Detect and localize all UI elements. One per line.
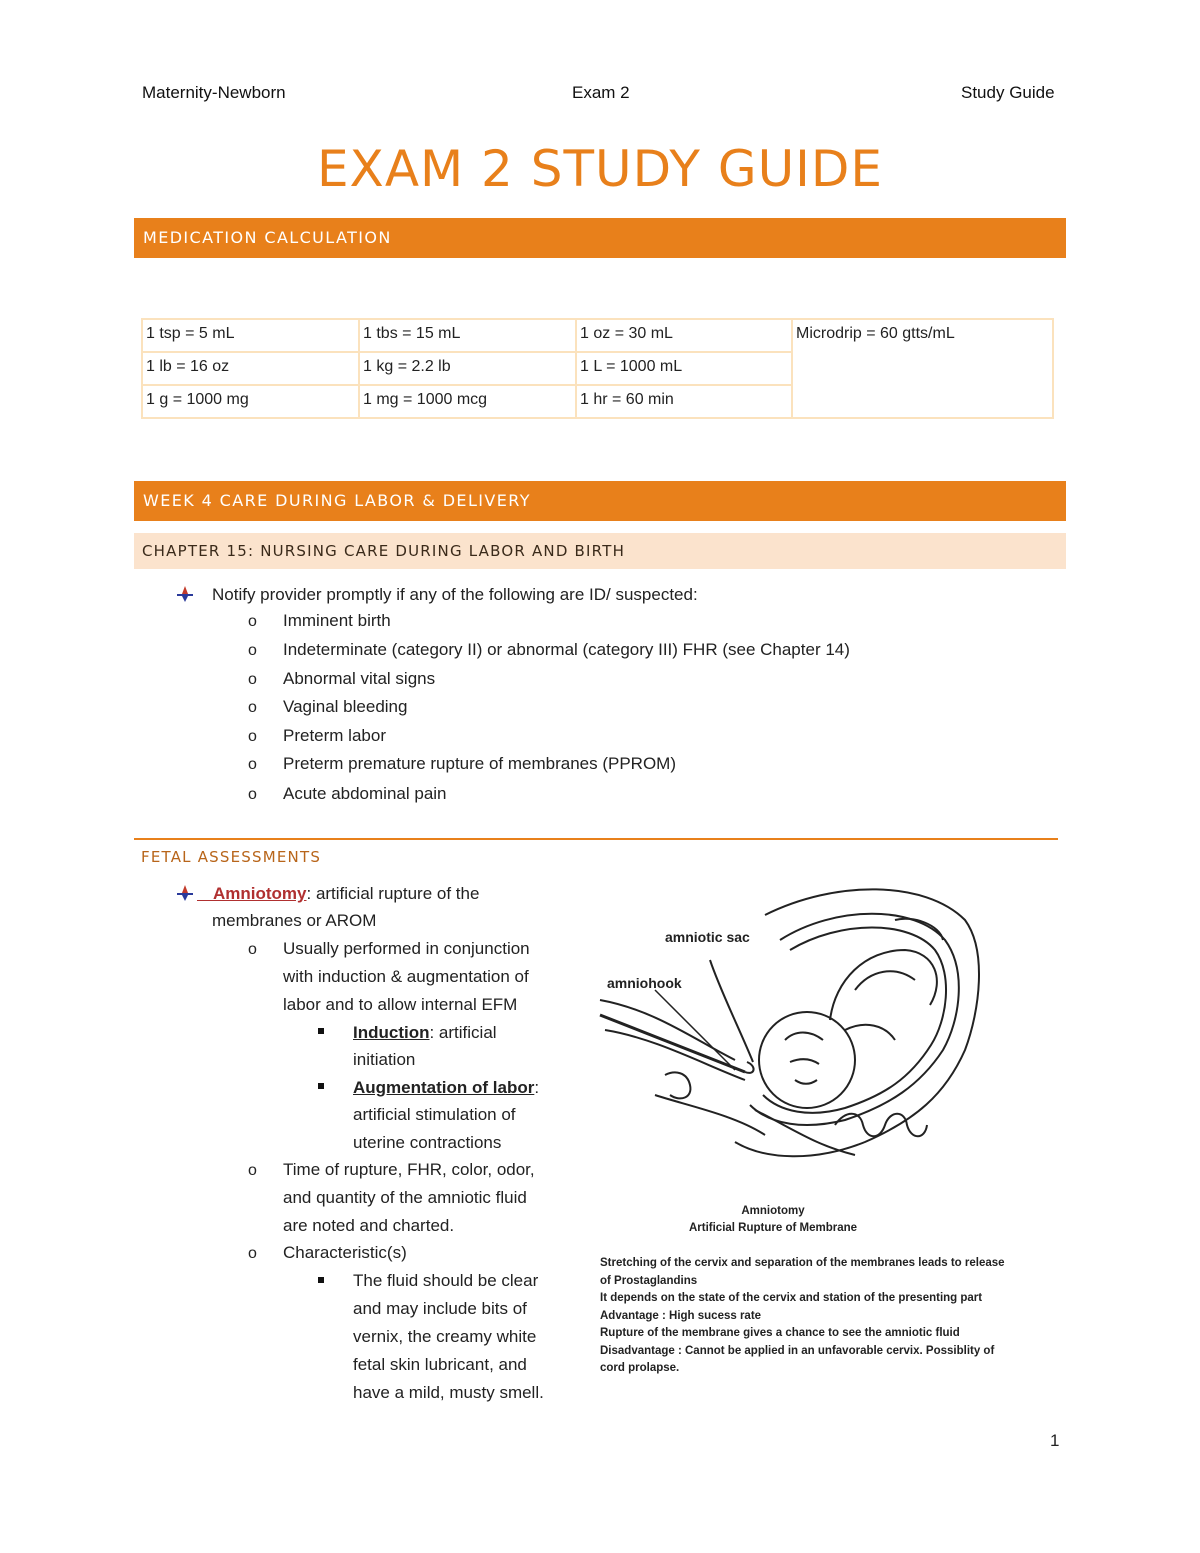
- circle-bullet-icon: o: [248, 756, 257, 773]
- table-cell: 1 lb = 16 oz: [142, 352, 359, 385]
- augment-term: Augmentation of labor: [353, 1078, 535, 1097]
- fluid-line: and may include bits of: [353, 1299, 527, 1318]
- section-medication-calculation: MEDICATION CALCULATION: [134, 218, 1066, 258]
- characteristic-line: Characteristic(s): [283, 1243, 407, 1262]
- fluid-line: fetal skin lubricant, and: [353, 1355, 527, 1374]
- table-cell: 1 hr = 60 min: [576, 385, 792, 418]
- augment-colon: :: [534, 1078, 540, 1097]
- circle-bullet-icon: o: [248, 1162, 257, 1179]
- list-item: Imminent birth: [283, 611, 391, 630]
- page-title: EXAM 2 STUDY GUIDE: [316, 140, 884, 198]
- fluid-line: vernix, the creamy white: [353, 1327, 537, 1346]
- induction-def: : artificial: [429, 1023, 497, 1042]
- augment-def-line: uterine contractions: [353, 1133, 502, 1152]
- circle-bullet-icon: o: [248, 1245, 257, 1262]
- usually-line: labor and to allow internal EFM: [283, 995, 518, 1014]
- induction-term: Induction: [353, 1023, 430, 1042]
- header-right: Study Guide: [961, 83, 1055, 102]
- list-item: Acute abdominal pain: [283, 784, 447, 803]
- circle-bullet-icon: o: [248, 941, 257, 958]
- circle-bullet-icon: o: [248, 613, 257, 630]
- circle-bullet-icon: o: [248, 671, 257, 688]
- circle-bullet-icon: o: [248, 699, 257, 716]
- label-amniotic-sac: amniotic sac: [665, 929, 750, 945]
- fluid-line: have a mild, musty smell.: [353, 1383, 544, 1402]
- induction-def-cont: initiation: [353, 1050, 416, 1069]
- list-item: Vaginal bleeding: [283, 697, 408, 716]
- table-cell: 1 g = 1000 mg: [142, 385, 359, 418]
- table-cell: 1 tsp = 5 mL: [142, 319, 359, 352]
- bullet-arrow-icon: [176, 884, 194, 907]
- table-cell: 1 mg = 1000 mcg: [359, 385, 576, 418]
- header-left: Maternity-Newborn: [142, 83, 286, 102]
- usually-line: with induction & augmentation of: [283, 967, 529, 986]
- figure-note: cord prolapse.: [600, 1362, 680, 1374]
- conversion-table: [141, 318, 1054, 419]
- table-cell: 1 kg = 2.2 lb: [359, 352, 576, 385]
- fluid-line: The fluid should be clear: [353, 1271, 539, 1290]
- amniotomy-def-cont: membranes or AROM: [212, 911, 377, 930]
- figure-note: Stretching of the cervix and separation of the membranes leads to release: [600, 1257, 1005, 1269]
- square-bullet-icon: [318, 1083, 324, 1089]
- list-item: Indeterminate (category II) or abnormal (category III) FHR (see Chapter 14): [283, 640, 850, 659]
- time-line: are noted and charted.: [283, 1216, 455, 1235]
- circle-bullet-icon: o: [248, 642, 257, 659]
- figure-note: It depends on the state of the cervix and station of the presenting part: [600, 1292, 983, 1304]
- figure-note: Disadvantage : Cannot be applied in an unfavorable cervix. Possiblity of: [600, 1345, 995, 1357]
- underline-spacer: [197, 880, 213, 901]
- amniotomy-term: Amniotomy: [213, 884, 307, 903]
- table-cell: Microdrip = 60 gtts/mL: [792, 319, 1053, 418]
- figure-note: Rupture of the membrane gives a chance to see the amniotic fluid: [600, 1327, 960, 1339]
- amniotomy-illustration: [595, 880, 995, 1200]
- usually-line: Usually performed in conjunction: [283, 939, 530, 958]
- section-chapter15: CHAPTER 15: NURSING CARE DURING LABOR AND BIRTH: [134, 533, 1066, 569]
- list-item: Preterm premature rupture of membranes (PPROM): [283, 754, 677, 773]
- induction-line: [353, 1019, 497, 1047]
- circle-bullet-icon: o: [248, 728, 257, 745]
- time-line: and quantity of the amniotic fluid: [283, 1188, 527, 1207]
- page-number: 1: [1050, 1431, 1060, 1450]
- augment-def-line: artificial stimulation of: [353, 1105, 516, 1124]
- section-fetal-assessments: FETAL ASSESSMENTS: [141, 848, 322, 866]
- table-cell: 1 oz = 30 mL: [576, 319, 792, 352]
- list-item: Preterm labor: [283, 726, 386, 745]
- amniotomy-line: [197, 880, 479, 908]
- figure-caption-subtitle: Artificial Rupture of Membrane: [688, 1222, 858, 1234]
- square-bullet-icon: [318, 1028, 324, 1034]
- notify-intro: Notify provider promptly if any of the following are ID/ suspected:: [212, 585, 698, 604]
- table-cell: 1 L = 1000 mL: [576, 352, 792, 385]
- section-week4: WEEK 4 CARE DURING LABOR & DELIVERY: [134, 481, 1066, 521]
- divider: [134, 838, 1058, 840]
- figure-caption-title: Amniotomy: [741, 1205, 805, 1217]
- table-cell: 1 tbs = 15 mL: [359, 319, 576, 352]
- header-center: Exam 2: [572, 83, 630, 102]
- amniotomy-def: : artificial rupture of the: [306, 884, 480, 903]
- bullet-arrow-icon: [176, 585, 194, 608]
- square-bullet-icon: [318, 1277, 324, 1283]
- figure-note: Advantage : High sucess rate: [600, 1310, 762, 1322]
- label-amniohook: amniohook: [607, 975, 682, 991]
- circle-bullet-icon: o: [248, 786, 257, 803]
- augment-line: [353, 1074, 539, 1102]
- time-line: Time of rupture, FHR, color, odor,: [283, 1160, 535, 1179]
- table-row: [142, 319, 1053, 352]
- list-item: Abnormal vital signs: [283, 669, 436, 688]
- figure-note: of Prostaglandins: [600, 1275, 698, 1287]
